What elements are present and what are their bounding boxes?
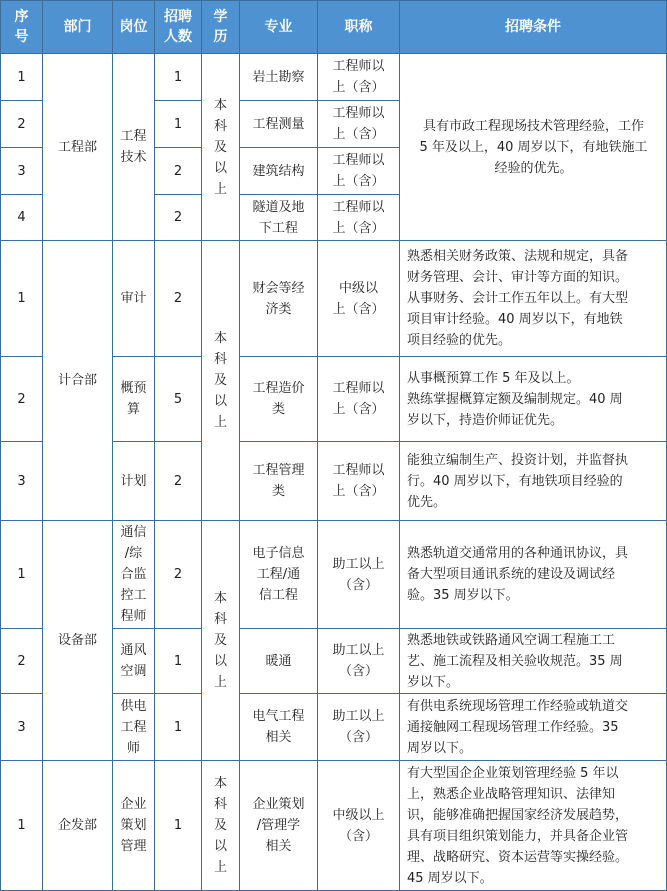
edu-cell: 本 科 及 以 上 bbox=[202, 761, 240, 891]
major-cell: 建筑结构 bbox=[240, 148, 318, 195]
header-title: 职称 bbox=[318, 1, 400, 54]
edu-cell: 本 科 及 以 上 bbox=[202, 521, 240, 761]
seq-cell: 3 bbox=[1, 442, 43, 521]
num-cell: 1 bbox=[155, 761, 202, 891]
seq-cell: 3 bbox=[1, 694, 43, 761]
title-cell: 工程师以 上（含） bbox=[318, 148, 400, 195]
dept-cell: 企发部 bbox=[43, 761, 113, 891]
post-cell: 工程 技术 bbox=[113, 54, 155, 241]
title-cell: 工程师以 上（含） bbox=[318, 442, 400, 521]
title-cell: 工程师以 上（含） bbox=[318, 195, 400, 241]
header-dept: 部门 bbox=[43, 1, 113, 54]
header-req: 招聘条件 bbox=[400, 1, 667, 54]
num-cell: 2 bbox=[155, 195, 202, 241]
table-row bbox=[1, 521, 667, 629]
post-cell: 计划 bbox=[113, 442, 155, 521]
table-row bbox=[1, 241, 667, 357]
title-cell: 中级以 上（含） bbox=[318, 241, 400, 357]
seq-cell: 1 bbox=[1, 241, 43, 357]
post-cell: 企业 策划 管理 bbox=[113, 761, 155, 891]
header-seq: 序 号 bbox=[1, 1, 43, 54]
post-cell: 概预 算 bbox=[113, 357, 155, 442]
major-cell: 隧道及地 下工程 bbox=[240, 195, 318, 241]
seq-cell: 4 bbox=[1, 195, 43, 241]
major-cell: 工程测量 bbox=[240, 101, 318, 148]
seq-cell: 2 bbox=[1, 357, 43, 442]
title-cell: 工程师以 上（含） bbox=[318, 357, 400, 442]
edu-cell: 本 科 及 以 上 bbox=[202, 241, 240, 521]
num-cell: 5 bbox=[155, 357, 202, 442]
table-row bbox=[1, 761, 667, 891]
title-cell: 工程师以 上（含） bbox=[318, 54, 400, 101]
major-cell: 电气工程 相关 bbox=[240, 694, 318, 761]
req-cell: 熟悉地铁或铁路通风空调工程施工工 艺、施工流程及相关验收规范。35 周 岁以下。 bbox=[400, 629, 667, 694]
num-cell: 2 bbox=[155, 521, 202, 629]
req-cell: 具有市政工程现场技术管理经验，工作 5 年及以上，40 周岁以下，有地铁施工 经验的优先。 bbox=[400, 54, 667, 241]
req-cell: 能独立编制生产、投资计划，并监督执 行。40 周岁以下，有地铁项目经验的 优先。 bbox=[400, 442, 667, 521]
req-cell: 有大型国企企业策划管理经验 5 年以 上，熟悉企业战略管理知识、法律知 识，能够准确把握国家经济发展趋势， 具有项目组织策划能力，并具备企业管 理、战略研究、资本运营等实操经验。 45 周岁以下。 bbox=[400, 761, 667, 891]
header-row bbox=[1, 1, 667, 54]
post-cell: 审计 bbox=[113, 241, 155, 357]
header-edu: 学 历 bbox=[202, 1, 240, 54]
major-cell: 电子信息 工程/通 信工程 bbox=[240, 521, 318, 629]
post-cell: 通风 空调 bbox=[113, 629, 155, 694]
seq-cell: 1 bbox=[1, 761, 43, 891]
dept-cell: 工程部 bbox=[43, 54, 113, 241]
req-cell: 熟悉相关财务政策、法规和规定，具备 财务管理、会计、审计等方面的知识。 从事财务、会计工作五年以上。有大型 项目审计经验。40 周岁以下，有地铁 项目经验的优先。 bbox=[400, 241, 667, 357]
major-cell: 岩土勘察 bbox=[240, 54, 318, 101]
req-cell: 有供电系统现场管理工作经验或轨道交 通接触网工程现场管理工作经验。35 周岁以下。 bbox=[400, 694, 667, 761]
num-cell: 1 bbox=[155, 101, 202, 148]
edu-cell: 本 科 及 以 上 bbox=[202, 54, 240, 241]
major-cell: 工程造价 类 bbox=[240, 357, 318, 442]
num-cell: 1 bbox=[155, 54, 202, 101]
major-cell: 财会等经 济类 bbox=[240, 241, 318, 357]
major-cell: 暖通 bbox=[240, 629, 318, 694]
title-cell: 助工以上 （含） bbox=[318, 629, 400, 694]
dept-cell: 计合部 bbox=[43, 241, 113, 521]
major-cell: 企业策划 /管理学 相关 bbox=[240, 761, 318, 891]
title-cell: 助工以上 （含） bbox=[318, 521, 400, 629]
req-cell: 从事概预算工作 5 年及以上。 熟练掌握概算定额及编制规定。40 周 岁以下，持造价师证优先。 bbox=[400, 357, 667, 442]
seq-cell: 2 bbox=[1, 629, 43, 694]
dept-cell: 设备部 bbox=[43, 521, 113, 761]
seq-cell: 1 bbox=[1, 521, 43, 629]
table-row bbox=[1, 54, 667, 101]
major-cell: 工程管理 类 bbox=[240, 442, 318, 521]
header-num: 招聘 人数 bbox=[155, 1, 202, 54]
seq-cell: 3 bbox=[1, 148, 43, 195]
num-cell: 2 bbox=[155, 442, 202, 521]
header-post: 岗位 bbox=[113, 1, 155, 54]
title-cell: 助工以上 （含） bbox=[318, 694, 400, 761]
seq-cell: 1 bbox=[1, 54, 43, 101]
post-cell: 供电 工程 师 bbox=[113, 694, 155, 761]
header-major: 专业 bbox=[240, 1, 318, 54]
num-cell: 1 bbox=[155, 694, 202, 761]
num-cell: 2 bbox=[155, 241, 202, 357]
num-cell: 1 bbox=[155, 629, 202, 694]
req-cell: 熟悉轨道交通常用的各种通讯协议，具 备大型项目通讯系统的建设及调试经 验。35 周岁以下。 bbox=[400, 521, 667, 629]
num-cell: 2 bbox=[155, 148, 202, 195]
post-cell: 通信 /综 合监 控工 程师 bbox=[113, 521, 155, 629]
title-cell: 中级以上 （含） bbox=[318, 761, 400, 891]
title-cell: 工程师以 上（含） bbox=[318, 101, 400, 148]
seq-cell: 2 bbox=[1, 101, 43, 148]
